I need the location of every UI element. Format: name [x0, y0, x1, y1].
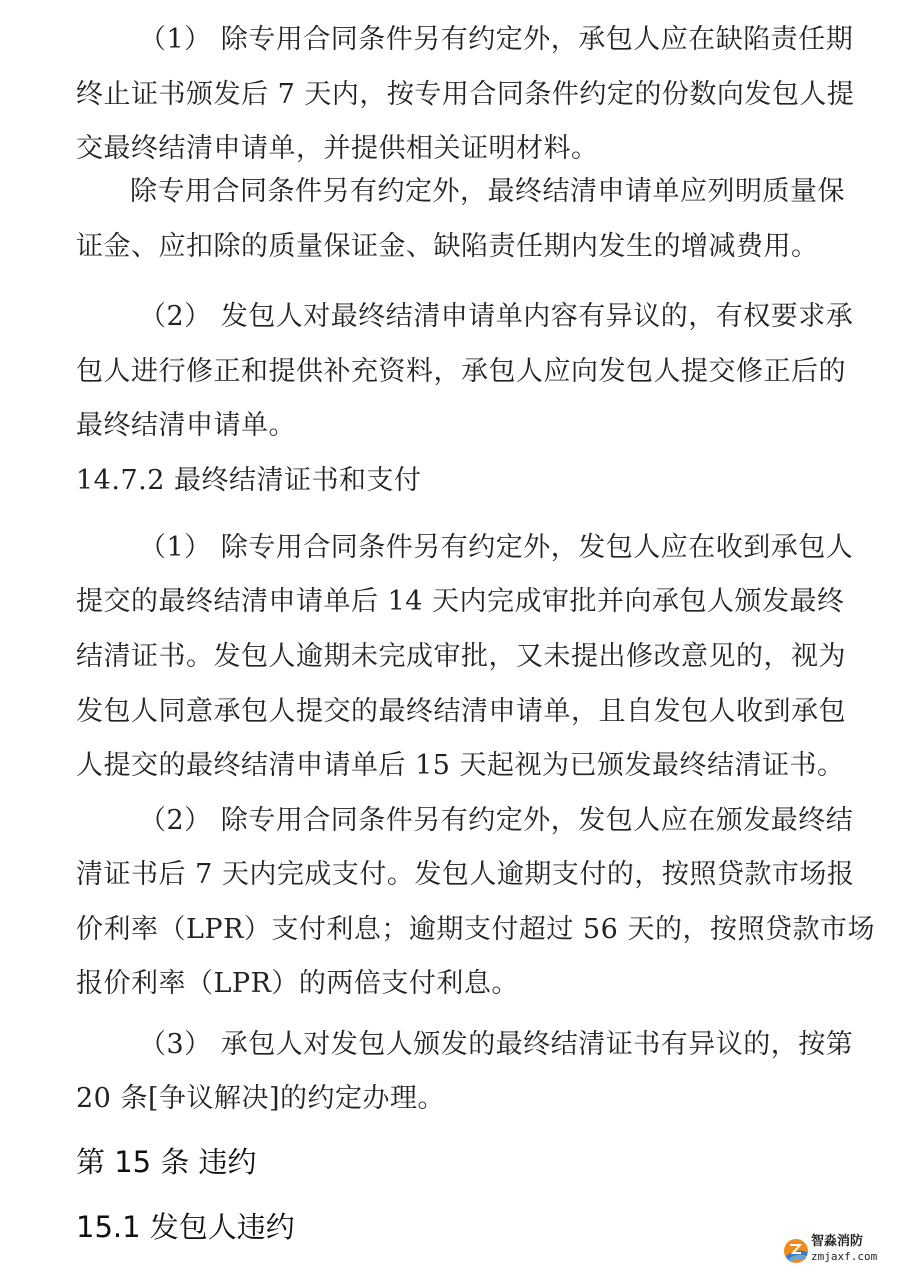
- paragraph-1-line-3: 交最终结清申请单，并提供相关证明材料。: [76, 133, 599, 164]
- paragraph-6-line-1: （3） 承包人对发包人颁发的最终结清证书有异议的，按第: [139, 1029, 854, 1060]
- paragraph-6-line-2: 20 条[争议解决]的约定办理。: [76, 1083, 446, 1114]
- paragraph-4-line-5: 人提交的最终结清申请单后 15 天起视为已颁发最终结清证书。: [76, 750, 845, 781]
- paragraph-2-line-1: 除专用合同条件另有约定外，最终结清申请单应列明质量保: [130, 176, 845, 207]
- paragraph-4-line-3: 结清证书。发包人逾期未完成审批，又未提出修改意见的，视为: [76, 641, 846, 672]
- brand-logo-icon: [783, 1238, 809, 1264]
- section-heading-15: 第 15 条 违约: [76, 1145, 257, 1179]
- paragraph-5-line-2: 清证书后 7 天内完成支付。发包人逾期支付的，按照贷款市场报: [76, 859, 855, 890]
- watermark-brand-name: 智淼消防: [811, 1234, 864, 1249]
- watermark: [783, 1232, 893, 1268]
- paragraph-5-line-3: 价利率（LPR）支付利息；逾期支付超过 56 天的，按照贷款市场: [76, 914, 875, 945]
- paragraph-1-line-2: 终止证书颁发后 7 天内，按专用合同条件约定的份数向发包人提: [76, 79, 855, 110]
- paragraph-2-line-2: 证金、应扣除的质量保证金、缺陷责任期内发生的增减费用。: [76, 231, 819, 262]
- paragraph-3-line-2: 包人进行修正和提供补充资料，承包人应向发包人提交修正后的: [76, 356, 846, 387]
- subsection-heading-14-7-2: 14.7.2 最终结清证书和支付: [76, 465, 422, 496]
- subsection-heading-15-1: 15.1 发包人违约: [76, 1210, 295, 1244]
- paragraph-3-line-1: （2） 发包人对最终结清申请单内容有异议的，有权要求承: [139, 301, 854, 332]
- paragraph-1-line-1: （1） 除专用合同条件另有约定外，承包人应在缺陷责任期: [139, 24, 854, 55]
- paragraph-4-line-4: 发包人同意承包人提交的最终结清申请单，且自发包人收到承包: [76, 696, 846, 727]
- paragraph-5-line-1: （2） 除专用合同条件另有约定外，发包人应在颁发最终结: [139, 805, 854, 836]
- paragraph-3-line-3: 最终结清申请单。: [76, 410, 296, 441]
- paragraph-5-line-4: 报价利率（LPR）的两倍支付利息。: [76, 968, 519, 999]
- watermark-url: zmjaxf.com: [811, 1250, 878, 1263]
- paragraph-4-line-2: 提交的最终结清申请单后 14 天内完成审批并向承包人颁发最终: [76, 586, 845, 617]
- paragraph-4-line-1: （1） 除专用合同条件另有约定外，发包人应在收到承包人: [139, 532, 854, 563]
